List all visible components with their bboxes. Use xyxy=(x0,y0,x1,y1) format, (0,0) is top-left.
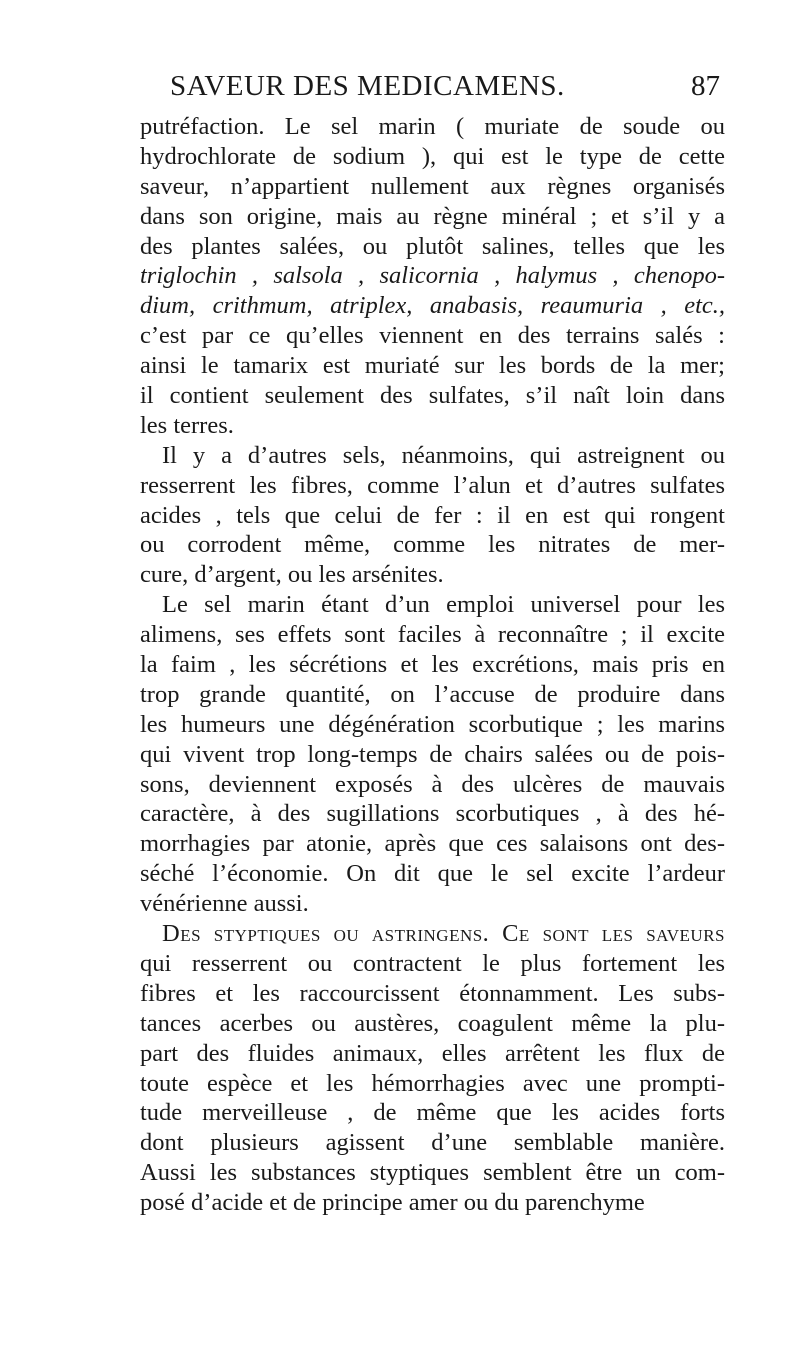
page-header xyxy=(170,68,720,104)
text-line: les terres. xyxy=(140,411,234,439)
text-line: toute espèce et les hémorrhagies avec une prompti- xyxy=(140,1069,725,1097)
text-line: tances acerbes ou austères, coagulent même la plu- xyxy=(140,1009,725,1037)
text-line: fibres et les raccourcissent étonnamment. Les subs- xyxy=(140,979,725,1007)
text-line: posé d’acide et de principe amer ou du parenchyme xyxy=(140,1189,645,1217)
text-line: la faim , les sécrétions et les excrétions, mais pris en xyxy=(140,651,725,679)
text-line: les humeurs une dégénération scorbutique ; les marins xyxy=(140,710,725,738)
text-line: sons, deviennent exposés à des ulcères de mauvais xyxy=(140,770,725,798)
paragraph-start-line: Le sel marin étant d’un emploi universel pour les xyxy=(162,591,725,619)
text-line: dont plusieurs agissent d’une semblable manière. xyxy=(140,1129,725,1157)
text-line: des plantes salées, ou plutôt salines, telles que les xyxy=(140,232,725,260)
text-line: hydrochlorate de sodium ), qui est le type de cette xyxy=(140,142,725,170)
paragraph-start-line: Il y a d’autres sels, néanmoins, qui astreignent ou xyxy=(162,441,725,469)
text-line: resserrent les fibres, comme l’alun et d’autres sulfates xyxy=(140,471,725,499)
text-line: putréfaction. Le sel marin ( muriate de soude ou xyxy=(140,113,725,140)
page-number: 87 xyxy=(691,70,720,102)
text-line: saveur, n’appartient nullement aux règnes organisés xyxy=(140,172,725,200)
text-line: dium, crithmum, atriplex, anabasis, reaumuria , etc., xyxy=(140,292,725,320)
text-line: séché l’économie. On dit que le sel excite l’ardeur xyxy=(140,860,725,888)
body-text xyxy=(140,112,725,1218)
text-line: part des fluides animaux, elles arrêtent les flux de xyxy=(140,1039,725,1067)
text-line: morrhagies par atonie, après que ces salaisons ont des- xyxy=(140,830,725,858)
text-line: ou corrodent même, comme les nitrates de mer- xyxy=(140,531,725,559)
text-line: triglochin , salsola , salicornia , halymus , chenopo- xyxy=(140,262,725,290)
text-line: caractère, à des sugillations scorbutiques , à des hé- xyxy=(140,800,725,828)
text-line: acides , tels que celui de fer : il en est qui rongent xyxy=(140,501,725,529)
text-line: il contient seulement des sulfates, s’il naît loin dans xyxy=(140,382,725,410)
text-line: Aussi les substances styptiques semblent être un com- xyxy=(140,1159,725,1187)
section-heading-line: Des styptiques ou astringens. Ce sont les saveurs xyxy=(162,920,725,948)
text-line: qui vivent trop long-temps de chairs salées ou de pois- xyxy=(140,740,725,768)
text-line: tude merveilleuse , de même que les acides forts xyxy=(140,1099,725,1127)
text-line: cure, d’argent, ou les arsénites. xyxy=(140,561,444,589)
text-line: c’est par ce qu’elles viennent en des terrains salés : xyxy=(140,322,725,350)
text-line: alimens, ses effets sont faciles à reconnaître ; il excite xyxy=(140,621,725,649)
text-line: ainsi le tamarix est muriaté sur les bords de la mer; xyxy=(140,352,725,380)
text-line: vénérienne aussi. xyxy=(140,890,309,918)
text-line: qui resserrent ou contractent le plus fortement les xyxy=(140,949,725,977)
text-line: dans son origine, mais au règne minéral ; et s’il y a xyxy=(140,202,725,230)
running-title: SAVEUR DES MEDICAMENS. xyxy=(170,70,565,102)
text-line: trop grande quantité, on l’accuse de produire dans xyxy=(140,680,725,708)
